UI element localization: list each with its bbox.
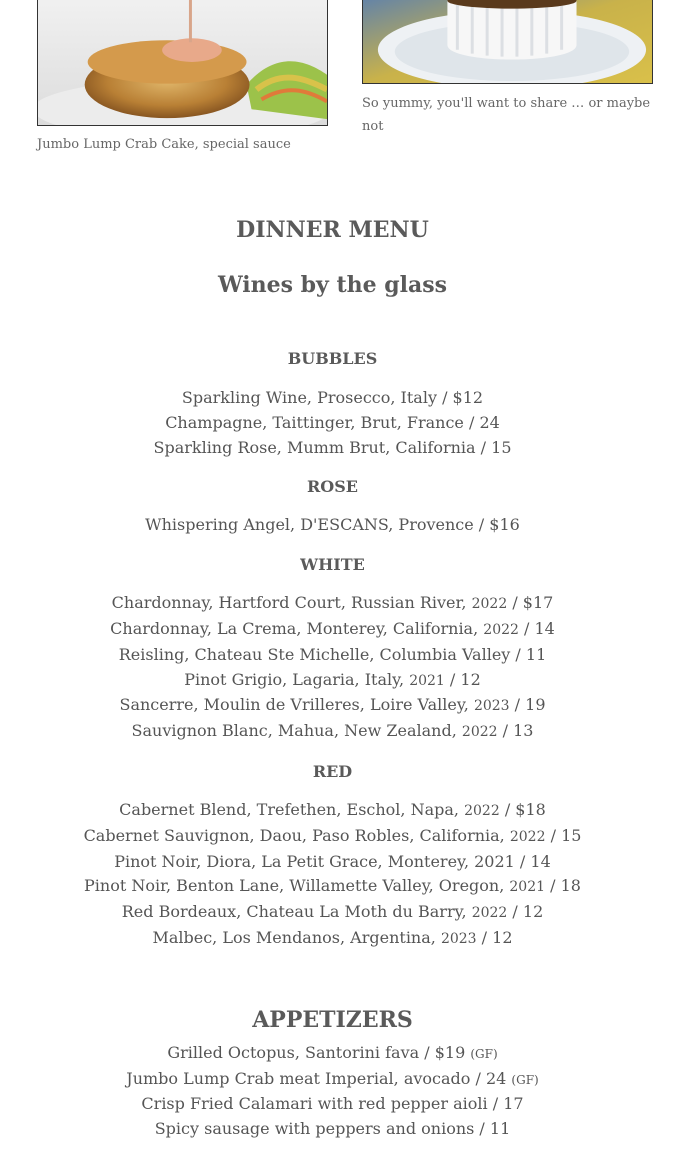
wine-name: Pinot Noir, Diora, La Petit Grace, Monterey, 2021 / 14 xyxy=(114,851,551,871)
gluten-free-tag: (GF) xyxy=(470,1046,498,1061)
wine-vintage: 2021 xyxy=(509,879,546,896)
appetizers-list xyxy=(0,1041,665,1142)
appetizers-section xyxy=(0,1002,665,1142)
wine-price: / $18 xyxy=(499,799,546,819)
wine-name: Reisling, Chateau Ste Michelle, Columbia Valley / 11 xyxy=(118,644,547,664)
wine-name: Sparkling Wine, Prosecco, Italy / $12 xyxy=(181,388,484,407)
wine-price: / 12 xyxy=(507,902,544,922)
section-white xyxy=(0,553,665,745)
gluten-free-tag: (GF) xyxy=(511,1072,539,1087)
wine-item xyxy=(0,617,665,643)
appetizer-text: Jumbo Lump Crab meat Imperial, avocado / 24 xyxy=(126,1068,507,1088)
wine-item xyxy=(0,513,665,538)
wine-vintage: 2022 xyxy=(483,621,519,638)
wine-vintage: 2022 xyxy=(471,596,508,613)
section-red xyxy=(0,760,665,952)
wine-item xyxy=(0,668,665,694)
wine-list xyxy=(0,386,665,460)
wine-name: Chardonnay, Hartford Court, Russian River, xyxy=(111,593,467,613)
appetizer-item xyxy=(0,1067,665,1093)
appetizer-text: Grilled Octopus, Santorini fava / $19 xyxy=(167,1042,466,1062)
wine-name: Cabernet Sauvignon, Daou, Paso Robles, California, xyxy=(83,825,505,845)
wine-item xyxy=(0,719,665,745)
appetizer-text: Crisp Fried Calamari with red pepper aioli / 17 xyxy=(141,1094,524,1114)
wine-price: / 14 xyxy=(518,618,555,638)
wine-price: / 12 xyxy=(476,927,513,947)
section-title: ROSE xyxy=(307,477,358,497)
wine-list xyxy=(0,798,665,952)
wine-item xyxy=(0,850,665,875)
wine-item xyxy=(0,874,665,900)
wine-price: / 13 xyxy=(497,721,534,741)
wine-name: Sparkling Rose, Mumm Brut, California / 15 xyxy=(153,437,512,457)
appetizer-item xyxy=(0,1041,665,1067)
wine-price: / 12 xyxy=(444,669,481,689)
appetizer-item xyxy=(0,1092,665,1117)
wine-list xyxy=(0,591,665,745)
wine-name: Champagne, Taittinger, Brut, France / 24 xyxy=(165,412,500,432)
wine-item xyxy=(0,926,665,952)
wine-vintage: 2021 xyxy=(409,672,445,689)
wine-item xyxy=(0,824,665,850)
wine-item xyxy=(0,591,665,617)
section-title: RED xyxy=(312,761,353,781)
section-bubbles xyxy=(0,347,665,460)
menu-title: DINNER MENU xyxy=(236,217,429,243)
wine-item xyxy=(0,900,665,926)
dinner-menu xyxy=(0,212,665,1142)
wine-item xyxy=(0,643,665,668)
wine-name: Whispering Angel, D'ESCANS, Provence / $16 xyxy=(145,515,520,535)
crab-cake-photo xyxy=(37,0,328,126)
crab-cake-image xyxy=(38,0,327,125)
wine-name: Sauvignon Blanc, Mahua, New Zealand, xyxy=(131,721,457,741)
section-rose xyxy=(0,475,665,538)
wine-vintage: 2022 xyxy=(461,724,498,741)
ramekin-image xyxy=(363,0,652,83)
crab-cake-caption: Jumbo Lump Crab Cake, special sauce xyxy=(37,137,291,152)
wine-item xyxy=(0,798,665,824)
appetizer-text: Spicy sausage with peppers and onions / 11 xyxy=(154,1119,511,1139)
wine-name: Cabernet Blend, Trefethen, Eschol, Napa, xyxy=(119,799,459,819)
wine-sections xyxy=(0,347,665,952)
wine-name: Pinot Grigio, Lagaria, Italy, xyxy=(184,669,405,689)
wine-vintage: 2022 xyxy=(464,802,500,819)
wine-vintage: 2022 xyxy=(509,828,546,845)
wine-vintage: 2023 xyxy=(473,698,510,715)
wine-name: Malbec, Los Mendanos, Argentina, xyxy=(152,927,436,947)
wine-item xyxy=(0,436,665,461)
appetizers-title: APPETIZERS xyxy=(252,1006,413,1033)
wine-vintage: 2022 xyxy=(471,905,508,922)
wine-name: Sancerre, Moulin de Vrilleres, Loire Valley, xyxy=(119,695,469,715)
wine-name: Chardonnay, La Crema, Monterey, California, xyxy=(110,618,479,638)
section-title: WHITE xyxy=(300,555,365,575)
wine-price: / 19 xyxy=(509,695,546,715)
menu-subtitle: Wines by the glass xyxy=(217,272,448,298)
wine-item xyxy=(0,386,665,411)
wine-name: Red Bordeaux, Chateau La Moth du Barry, xyxy=(121,902,467,922)
appetizer-item xyxy=(0,1117,665,1142)
wine-name: Pinot Noir, Benton Lane, Willamette Valley, Oregon, xyxy=(84,876,505,896)
wine-item xyxy=(0,411,665,436)
section-title: BUBBLES xyxy=(287,349,378,368)
wine-price: / $17 xyxy=(507,593,554,613)
wine-price: / 15 xyxy=(545,825,582,845)
ramekin-caption: So yummy, you'll want to share … or maybe not xyxy=(362,96,651,134)
wine-vintage: 2023 xyxy=(440,930,477,947)
wine-item xyxy=(0,693,665,719)
wine-price: / 18 xyxy=(545,876,581,896)
wine-list xyxy=(0,513,665,538)
ramekin-photo xyxy=(362,0,653,84)
